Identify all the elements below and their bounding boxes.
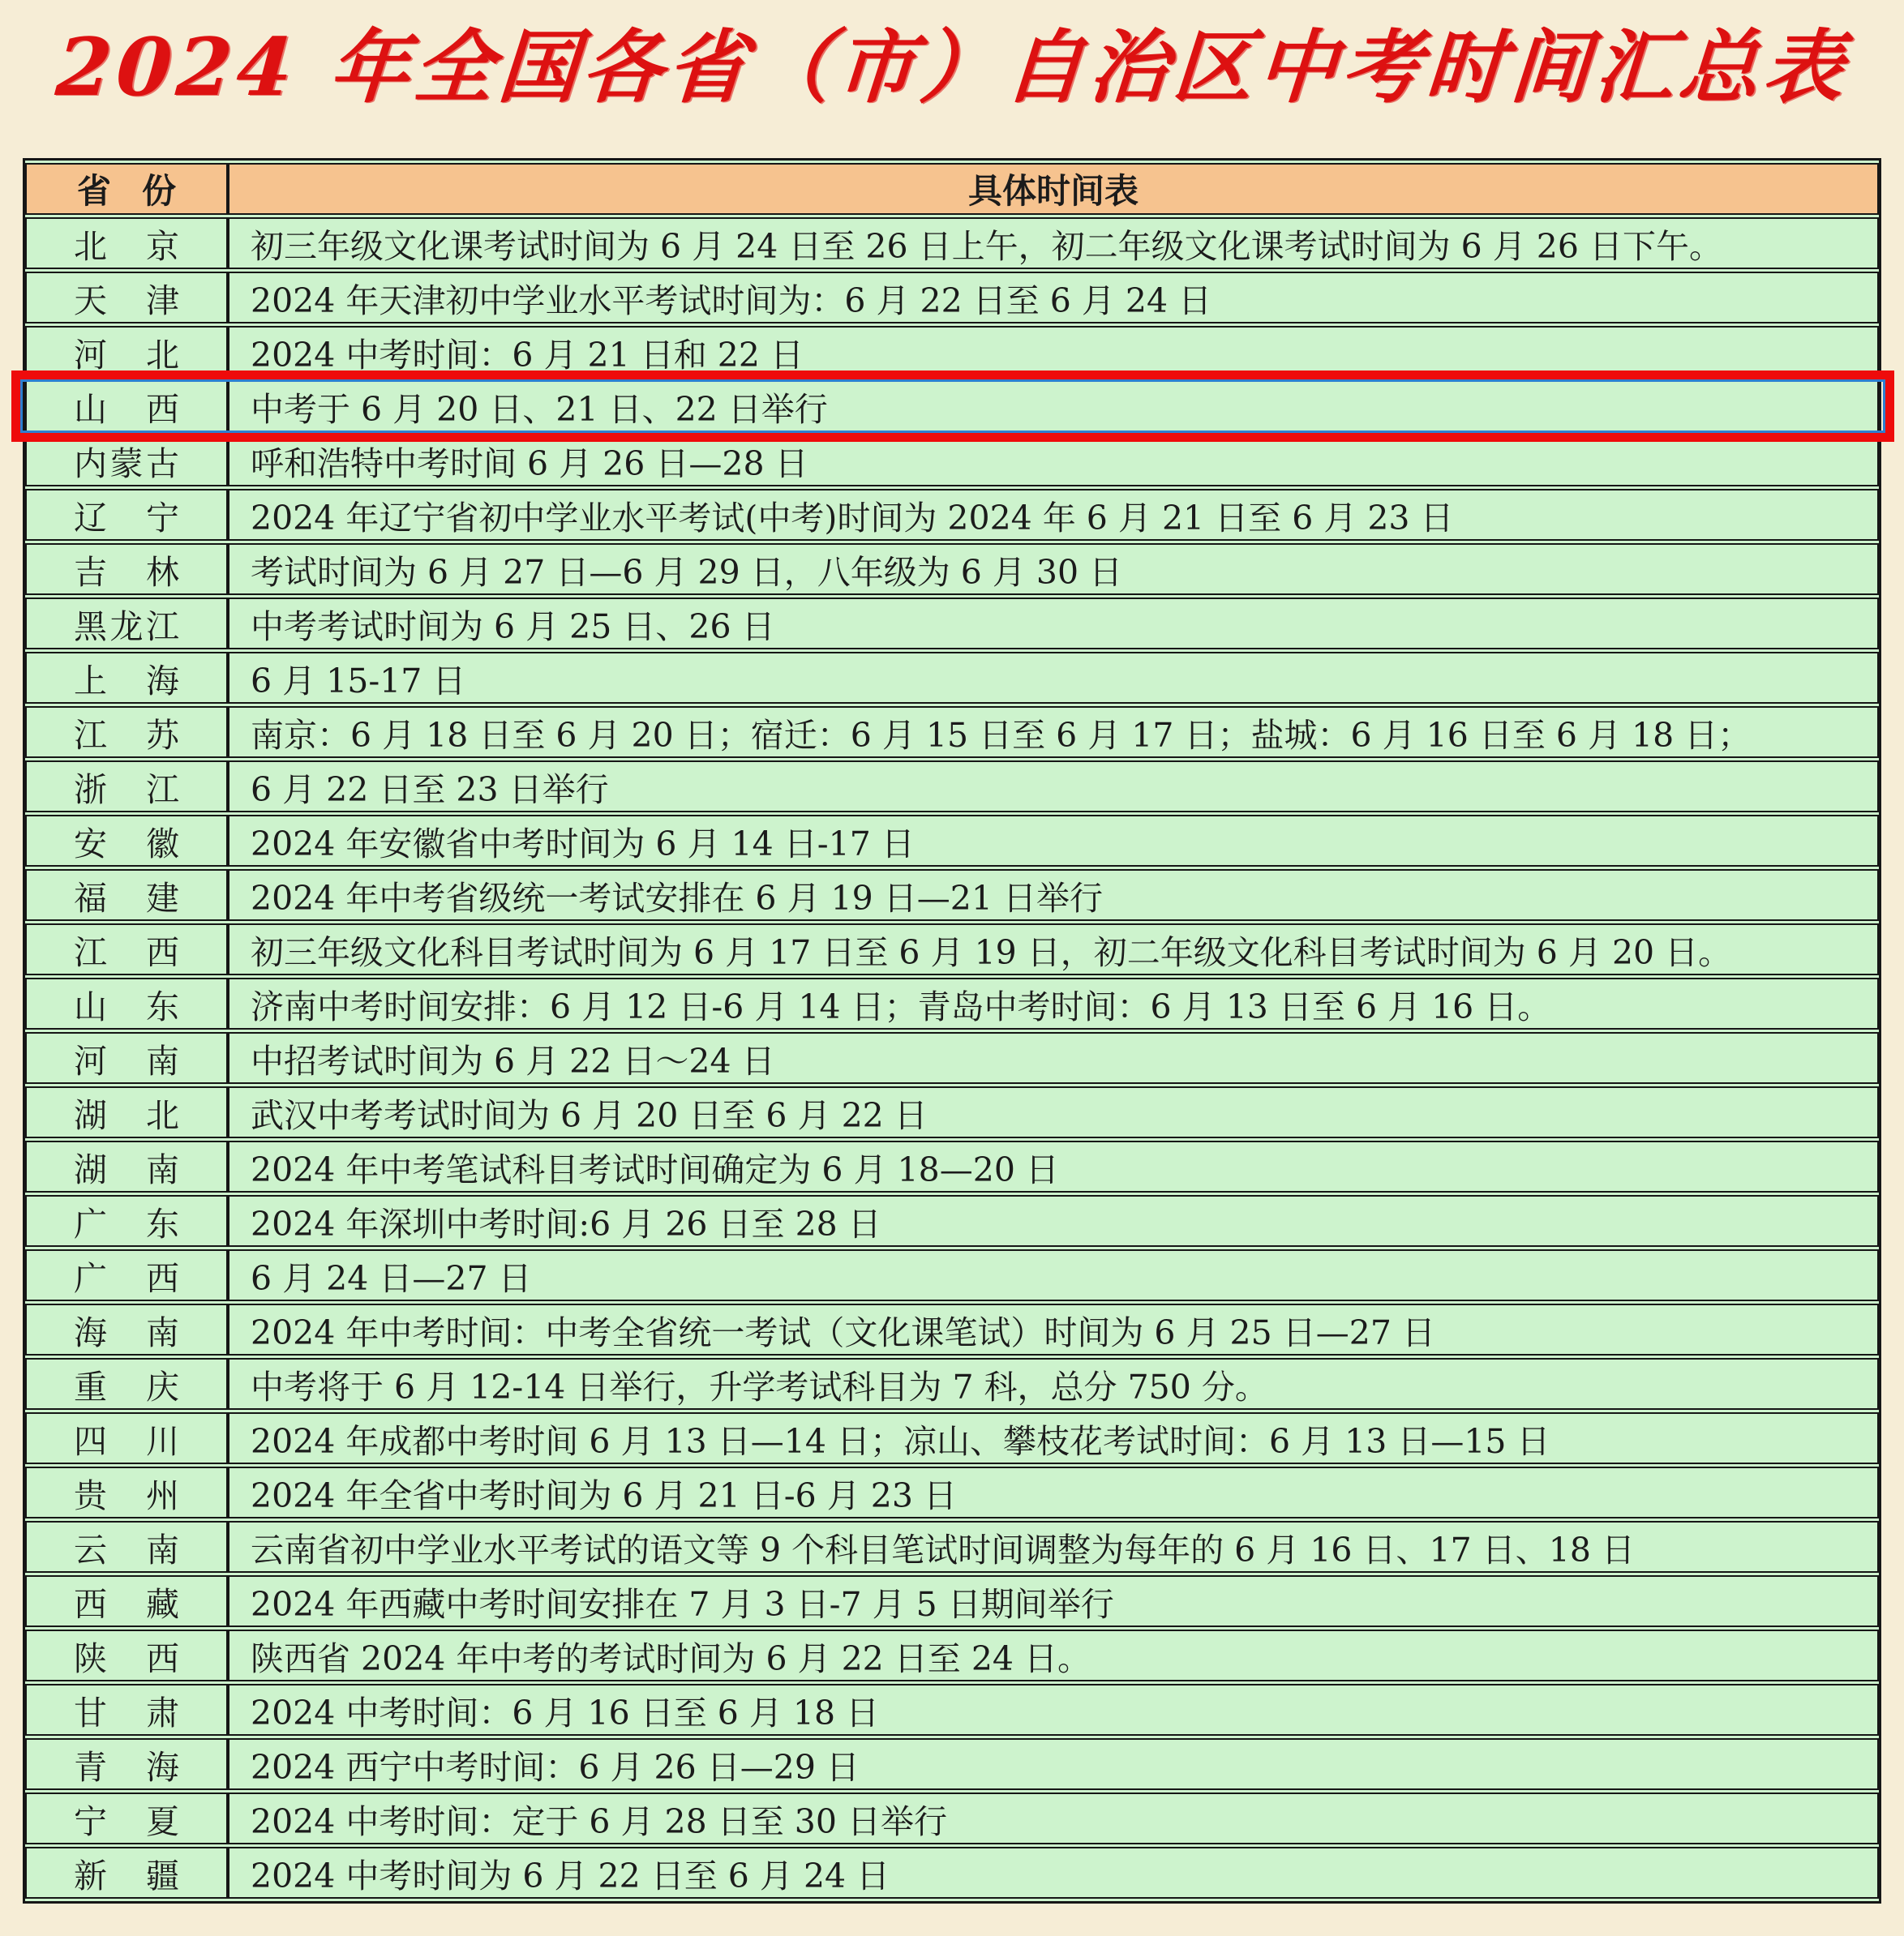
schedule-cell: 2024 年天津初中学业水平考试时间为：6 月 22 日至 6 月 24 日 <box>228 272 1879 323</box>
schedule-cell: 2024 年全省中考时间为 6 月 21 日-6 月 23 日 <box>228 1467 1879 1518</box>
table-row <box>25 1086 1879 1138</box>
province-cell: 宁夏 <box>25 1793 228 1844</box>
province-cell: 广东 <box>25 1195 228 1247</box>
table-row <box>25 543 1879 595</box>
table-row <box>25 1847 1879 1899</box>
province-cell: 云南 <box>25 1521 228 1573</box>
province-cell: 天津 <box>25 272 228 323</box>
table-row <box>25 978 1879 1030</box>
table-row <box>25 1195 1879 1247</box>
province-cell: 福建 <box>25 869 228 921</box>
schedule-column-header: 具体时间表 <box>228 163 1879 215</box>
table-row <box>25 1521 1879 1573</box>
province-cell: 海南 <box>25 1304 228 1356</box>
province-cell: 重庆 <box>25 1358 228 1410</box>
province-cell: 新疆 <box>25 1847 228 1899</box>
exam-schedule-table <box>23 158 1881 1904</box>
table-row <box>25 760 1879 812</box>
province-cell: 江西 <box>25 923 228 975</box>
schedule-cell: 2024 中考时间：6 月 21 日和 22 日 <box>228 326 1879 378</box>
table-row <box>25 1575 1879 1627</box>
page-title: 2024 年全国各省（市）自治区中考时间汇总表 <box>53 21 1851 114</box>
schedule-cell: 中考考试时间为 6 月 25 日、26 日 <box>228 598 1879 649</box>
schedule-cell: 2024 西宁中考时间：6 月 26 日—29 日 <box>228 1738 1879 1790</box>
table-row <box>25 815 1879 867</box>
schedule-cell: 呼和浩特中考时间 6 月 26 日—28 日 <box>228 435 1879 486</box>
province-cell: 贵州 <box>25 1467 228 1518</box>
table-row <box>25 326 1879 378</box>
schedule-cell: 南京：6 月 18 日至 6 月 20 日；宿迁：6 月 15 日至 6 月 17 日；盐城：6 月 16 日至 6 月 18 日； <box>228 706 1879 758</box>
table-row <box>25 1032 1879 1084</box>
schedule-cell: 初三年级文化科目考试时间为 6 月 17 日至 6 月 19 日，初二年级文化科目考试时间为 6 月 20 日。 <box>228 923 1879 975</box>
table-row <box>25 1304 1879 1356</box>
province-cell: 广西 <box>25 1249 228 1301</box>
table-row <box>25 1467 1879 1518</box>
schedule-cell: 6 月 22 日至 23 日举行 <box>228 760 1879 812</box>
table-row <box>25 1738 1879 1790</box>
table-row <box>25 217 1879 269</box>
province-cell: 吉林 <box>25 543 228 595</box>
schedule-cell: 武汉中考考试时间为 6 月 20 日至 6 月 22 日 <box>228 1086 1879 1138</box>
province-cell: 安徽 <box>25 815 228 867</box>
schedule-cell: 6 月 15-17 日 <box>228 652 1879 704</box>
table-row <box>25 1793 1879 1844</box>
table-row <box>25 869 1879 921</box>
schedule-cell: 2024 中考时间为 6 月 22 日至 6 月 24 日 <box>228 1847 1879 1899</box>
province-cell: 山东 <box>25 978 228 1030</box>
province-cell: 湖南 <box>25 1141 228 1193</box>
province-cell: 内蒙古 <box>25 435 228 486</box>
table-row <box>25 1358 1879 1410</box>
table-row <box>25 1249 1879 1301</box>
province-column-header: 省份 <box>25 163 228 215</box>
province-cell: 黑龙江 <box>25 598 228 649</box>
table-row <box>25 706 1879 758</box>
schedule-cell: 2024 年中考省级统一考试安排在 6 月 19 日—21 日举行 <box>228 869 1879 921</box>
province-cell: 西藏 <box>25 1575 228 1627</box>
schedule-cell: 陕西省 2024 年中考的考试时间为 6 月 22 日至 24 日。 <box>228 1630 1879 1681</box>
schedule-cell: 2024 年西藏中考时间安排在 7 月 3 日-7 月 5 日期间举行 <box>228 1575 1879 1627</box>
schedule-cell: 中考将于 6 月 12-14 日举行，升学考试科目为 7 科，总分 750 分。 <box>228 1358 1879 1410</box>
schedule-cell: 2024 年中考笔试科目考试时间确定为 6 月 18—20 日 <box>228 1141 1879 1193</box>
schedule-cell: 初三年级文化课考试时间为 6 月 24 日至 26 日上午，初二年级文化课考试时间为 6 月 26 日下午。 <box>228 217 1879 269</box>
province-cell: 江苏 <box>25 706 228 758</box>
province-cell: 青海 <box>25 1738 228 1790</box>
table-row <box>25 1630 1879 1681</box>
table-header-row <box>25 163 1879 215</box>
table-row <box>25 1684 1879 1736</box>
table-row <box>25 489 1879 541</box>
schedule-cell: 2024 年辽宁省初中学业水平考试(中考)时间为 2024 年 6 月 21 日至 6 月 23 日 <box>228 489 1879 541</box>
schedule-cell: 2024 年深圳中考时间:6 月 26 日至 28 日 <box>228 1195 1879 1247</box>
province-cell: 辽宁 <box>25 489 228 541</box>
province-cell: 浙江 <box>25 760 228 812</box>
province-cell: 河南 <box>25 1032 228 1084</box>
province-cell: 甘肃 <box>25 1684 228 1736</box>
province-cell: 河北 <box>25 326 228 378</box>
schedule-cell: 2024 年安徽省中考时间为 6 月 14 日-17 日 <box>228 815 1879 867</box>
province-cell: 四川 <box>25 1412 228 1464</box>
schedule-cell: 济南中考时间安排：6 月 12 日-6 月 14 日；青岛中考时间：6 月 13 日至 6 月 16 日。 <box>228 978 1879 1030</box>
province-cell: 上海 <box>25 652 228 704</box>
table-row <box>25 923 1879 975</box>
table-row <box>25 272 1879 323</box>
province-cell: 湖北 <box>25 1086 228 1138</box>
schedule-cell: 考试时间为 6 月 27 日—6 月 29 日，八年级为 6 月 30 日 <box>228 543 1879 595</box>
table-body <box>25 217 1879 1899</box>
schedule-cell: 2024 中考时间：定于 6 月 28 日至 30 日举行 <box>228 1793 1879 1844</box>
table-row <box>25 652 1879 704</box>
province-cell: 北京 <box>25 217 228 269</box>
schedule-cell: 2024 年中考时间：中考全省统一考试（文化课笔试）时间为 6 月 25 日—27 日 <box>228 1304 1879 1356</box>
table-row <box>25 598 1879 649</box>
table-row <box>25 1141 1879 1193</box>
table-row <box>25 435 1879 486</box>
schedule-cell: 6 月 24 日—27 日 <box>228 1249 1879 1301</box>
schedule-cell: 中招考试时间为 6 月 22 日～24 日 <box>228 1032 1879 1084</box>
table-row <box>25 1412 1879 1464</box>
province-cell: 陕西 <box>25 1630 228 1681</box>
province-cell: 山西 <box>25 380 228 432</box>
table-row <box>25 380 1879 432</box>
schedule-cell: 2024 年成都中考时间 6 月 13 日—14 日；凉山、攀枝花考试时间：6 月 13 日—15 日 <box>228 1412 1879 1464</box>
schedule-cell: 云南省初中学业水平考试的语文等 9 个科目笔试时间调整为每年的 6 月 16 日、17 日、18 日 <box>228 1521 1879 1573</box>
schedule-cell: 中考于 6 月 20 日、21 日、22 日举行 <box>228 380 1879 432</box>
schedule-cell: 2024 中考时间：6 月 16 日至 6 月 18 日 <box>228 1684 1879 1736</box>
